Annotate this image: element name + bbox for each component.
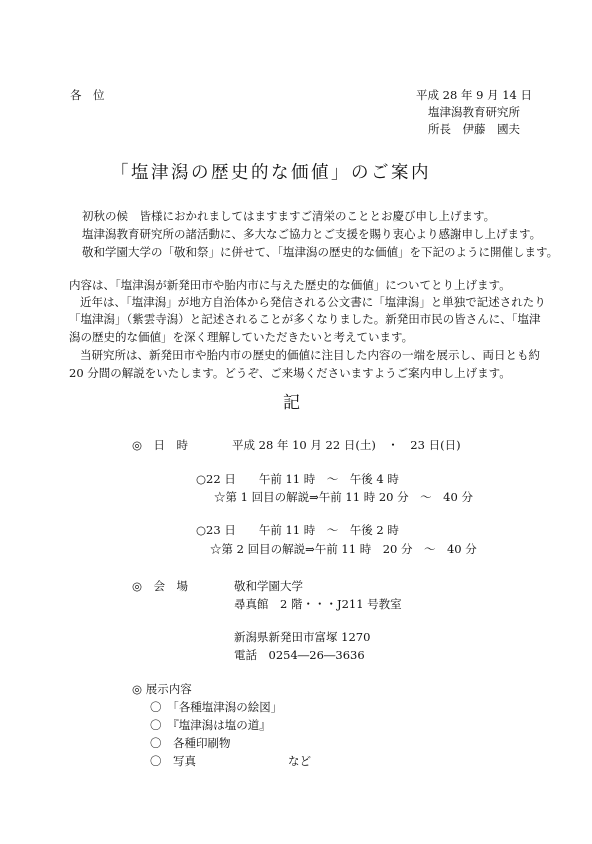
page-title: 「塩津潟の歴史的な価値」のご案内 bbox=[111, 163, 431, 183]
exhibits-label: ◎ 展示内容 bbox=[132, 682, 192, 696]
greeting-line: 初秋の候 皆様におかれましてはますますご清栄のこととお慶び申し上げます。 bbox=[82, 209, 496, 223]
issue-date: 平成 28 年 9 月 14 日 bbox=[416, 88, 533, 102]
day2-hours: ○23 日 午前 11 時 ～ 午後 2 時 bbox=[196, 523, 399, 537]
day2-talk-time: ☆第 2 回目の解説⇒午前 11 時 20 分 ～ 40 分 bbox=[210, 542, 477, 556]
venue-room: 尋真館 2 階・・・J211 号教室 bbox=[234, 597, 402, 611]
venue-label: ◎ 会 場 bbox=[132, 579, 189, 593]
venue-name: 敬和学園大学 bbox=[234, 579, 303, 593]
body-line: 潟の歴史的な価値」を深く理解していただきたいと考えています。 bbox=[69, 330, 414, 344]
greeting-line: 塩津潟教育研究所の諸活動に、多大なご協力とご支援を賜り衷心より感謝申し上げます。 bbox=[82, 227, 542, 241]
director-name: 所長 伊藤 國夫 bbox=[428, 122, 520, 136]
day1-hours: ○22 日 午前 11 時 ～ 午後 4 時 bbox=[196, 472, 399, 486]
exhibit-item: 〇 『塩津潟は塩の道』 bbox=[150, 718, 271, 732]
exhibit-item: 〇 各種印刷物 bbox=[150, 736, 231, 750]
venue-address: 新潟県新発田市富塚 1270 bbox=[234, 630, 371, 644]
exhibit-item: 〇 写真 など bbox=[150, 754, 311, 768]
body-line: 20 分間の解説をいたします。どうぞ、ご来場くださいますようご案内申し上げます。 bbox=[69, 366, 511, 380]
body-line: 近年は、「塩津潟」が地方自治体から発信される公文書に「塩津潟」と単独で記述されたり bbox=[80, 295, 546, 309]
schedule-dates: 平成 28 年 10 月 22 日(土) ・ 23 日(日) bbox=[232, 438, 461, 452]
exhibit-item: 〇 「各種塩津潟の絵図」 bbox=[150, 700, 283, 714]
body-line: 内容は、「塩津潟が新発田市や胎内市に与えた歴史的な価値」についてとり上げます。 bbox=[69, 278, 511, 292]
ki-heading: 記 bbox=[283, 393, 300, 413]
body-line: 「塩津潟」（紫雲寺潟）と記述されることが多くなりました。新発田市民の皆さんに、「塩津 bbox=[69, 312, 541, 326]
day1-talk-time: ☆第 1 回目の解説⇒午前 11 時 20 分 ～ 40 分 bbox=[214, 490, 473, 504]
body-line: 当研究所は、新発田市や胎内市の歴史的価値に注目した内容の一端を展示し、両日とも約 bbox=[80, 348, 540, 362]
venue-phone: 電話 0254―26―3636 bbox=[234, 648, 365, 662]
organization-name: 塩津潟教育研究所 bbox=[428, 105, 520, 119]
greeting-line: 敬和学園大学の「敬和祭」に併せて、「塩津潟の歴史的な価値」を下記のように開催します。 bbox=[82, 245, 559, 259]
schedule-label: ◎ 日 時 bbox=[132, 438, 189, 452]
addressee: 各 位 bbox=[70, 88, 105, 102]
